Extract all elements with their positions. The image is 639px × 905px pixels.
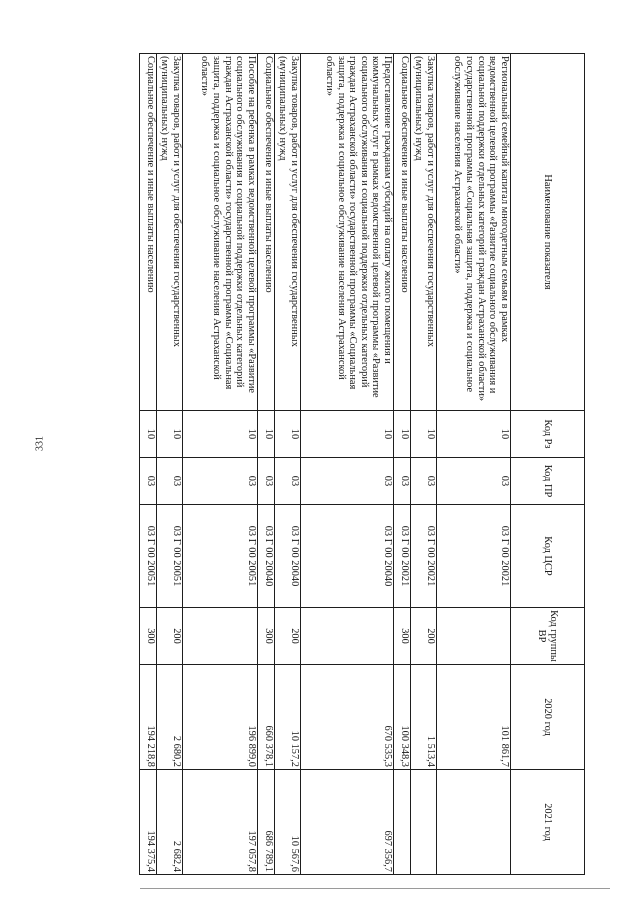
cell-y2021: 10 567,6 xyxy=(275,770,300,875)
header-row xyxy=(511,54,585,875)
cell-y2021: 197 057,8 xyxy=(182,770,257,875)
cell-y2021 xyxy=(394,770,411,875)
table-row xyxy=(140,54,157,875)
cell-rz: 10 xyxy=(394,411,411,458)
table-row xyxy=(300,54,394,875)
table-row xyxy=(257,54,274,875)
cell-vr: 200 xyxy=(411,608,436,665)
cell-vr: 300 xyxy=(394,608,411,665)
scan-line xyxy=(140,888,610,889)
cell-y2020: 660 378,1 xyxy=(257,665,274,770)
header-rz: Код Рз xyxy=(511,411,585,458)
cell-name: Социальное обеспечение и иные выплаты населению xyxy=(257,54,274,411)
table-row xyxy=(411,54,436,875)
cell-rz: 10 xyxy=(411,411,436,458)
cell-csr: 03 Г 00 20051 xyxy=(182,505,257,608)
cell-csr: 03 Г 00 20021 xyxy=(394,505,411,608)
cell-y2020: 194 218,8 xyxy=(140,665,157,770)
table-row xyxy=(436,54,510,875)
cell-y2021: 686 789,1 xyxy=(257,770,274,875)
cell-pr: 03 xyxy=(300,458,394,505)
cell-pr: 03 xyxy=(157,458,182,505)
cell-y2021: 194 375,4 xyxy=(140,770,157,875)
table-row xyxy=(182,54,257,875)
cell-y2020: 10 157,2 xyxy=(275,665,300,770)
header-pr: Код ПР xyxy=(511,458,585,505)
cell-vr: 300 xyxy=(140,608,157,665)
cell-name: Региональный семейный капитал многодетным семьям в рамках ведомственной целевой программы «Развитие социального обслуживания и социальной поддержки отдельных категорий граждан Астраханской области» государственной программы «Социальная защита, поддержка и социальное обслуживание населения Астраханской области» xyxy=(436,54,510,411)
cell-vr xyxy=(436,608,510,665)
cell-vr xyxy=(182,608,257,665)
cell-csr: 03 Г 00 20021 xyxy=(436,505,510,608)
cell-vr: 200 xyxy=(157,608,182,665)
cell-y2021: 2 682,4 xyxy=(157,770,182,875)
cell-csr: 03 Г 00 20040 xyxy=(257,505,274,608)
cell-y2020: 2 680,2 xyxy=(157,665,182,770)
cell-y2020: 670 535,3 xyxy=(300,665,394,770)
cell-csr: 03 Г 00 20051 xyxy=(140,505,157,608)
cell-name: Предоставление гражданам субсидий на оплату жилого помещения и коммунальных услуг в рамках ведомственной целевой программы «Развитие социального обслуживания и социальной поддержки отдельных категорий граждан Астраханской области» государственной программы «Социальная защита, поддержка и социальное обслуживание населения Астраханской области» xyxy=(300,54,394,411)
cell-csr: 03 Г 00 20040 xyxy=(275,505,300,608)
cell-y2020: 100 348,3 xyxy=(394,665,411,770)
header-2021: 2021 год xyxy=(511,770,585,875)
cell-pr: 03 xyxy=(182,458,257,505)
header-name: Наименование показателя xyxy=(511,54,585,411)
cell-y2020: 1 513,4 xyxy=(411,665,436,770)
cell-rz: 10 xyxy=(257,411,274,458)
header-2020: 2020 год xyxy=(511,665,585,770)
header-csr: Код ЦСР xyxy=(511,505,585,608)
cell-y2021: 697 356,7 xyxy=(300,770,394,875)
table-row xyxy=(157,54,182,875)
cell-csr: 03 Г 00 20021 xyxy=(411,505,436,608)
cell-y2020: 196 899,0 xyxy=(182,665,257,770)
cell-name: Социальное обеспечение и иные выплаты населению xyxy=(140,54,157,411)
table-row xyxy=(275,54,300,875)
cell-rz: 10 xyxy=(182,411,257,458)
page-number: 331 xyxy=(34,436,46,451)
cell-pr: 03 xyxy=(140,458,157,505)
cell-y2021 xyxy=(436,770,510,875)
cell-csr: 03 Г 00 20040 xyxy=(300,505,394,608)
cell-y2020: 101 861,7 xyxy=(436,665,510,770)
table-row xyxy=(394,54,411,875)
cell-rz: 10 xyxy=(157,411,182,458)
cell-rz: 10 xyxy=(140,411,157,458)
cell-name: Пособие на ребенка в рамках ведомственной целевой программы «Развитие социального обслуживания и социальной поддержки отдельных категорий граждан Астраханской области» государственной программы «Социальная защита, поддержка и социальное обслуживание населения Астраханской области» xyxy=(182,54,257,411)
cell-rz: 10 xyxy=(275,411,300,458)
rotated-table-wrapper xyxy=(139,53,585,874)
cell-pr: 03 xyxy=(436,458,510,505)
cell-name: Социальное обеспечение и иные выплаты населению xyxy=(394,54,411,411)
cell-csr: 03 Г 00 20051 xyxy=(157,505,182,608)
cell-pr: 03 xyxy=(275,458,300,505)
cell-rz: 10 xyxy=(300,411,394,458)
cell-pr: 03 xyxy=(257,458,274,505)
cell-name: Закупка товаров, работ и услуг для обеспечения государственных (муниципальных) нужд xyxy=(411,54,436,411)
cell-y2021 xyxy=(411,770,436,875)
cell-vr: 200 xyxy=(275,608,300,665)
cell-pr: 03 xyxy=(411,458,436,505)
cell-name: Закупка товаров, работ и услуг для обеспечения государственных (муниципальных) нужд xyxy=(157,54,182,411)
cell-pr: 03 xyxy=(394,458,411,505)
budget-table xyxy=(139,53,585,875)
cell-rz: 10 xyxy=(436,411,510,458)
cell-vr xyxy=(300,608,394,665)
cell-vr: 300 xyxy=(257,608,274,665)
cell-name: Закупка товаров, работ и услуг для обеспечения государственных (муниципальных) нужд xyxy=(275,54,300,411)
header-vr: Код группы ВР xyxy=(511,608,585,665)
